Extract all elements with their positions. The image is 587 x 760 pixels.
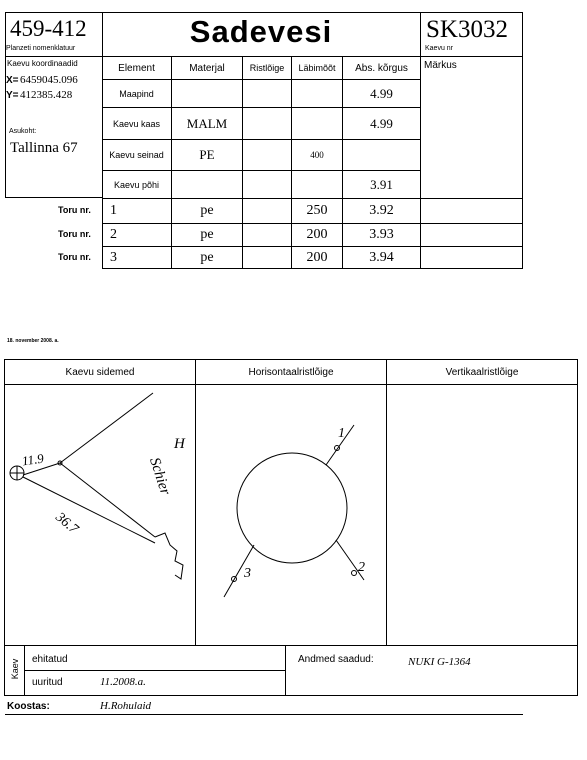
pipe-diameter: 200 [306, 227, 328, 242]
row-diameter: 400 [310, 150, 324, 160]
coords-label: Kaevu koordinaadid [7, 59, 78, 68]
pipe-diameter: 200 [306, 249, 328, 265]
well-id: SK3032 [426, 16, 508, 43]
surveyed-value: 11.2008.a. [100, 676, 146, 688]
pipe-material: pe [200, 249, 214, 265]
compiled-label: Koostas: [7, 701, 50, 712]
dim-a-label: 11.9 [20, 450, 45, 469]
pipe-3-label: 3 [244, 566, 251, 581]
col-elevation: Abs. kõrgus [355, 62, 408, 74]
location-value: Tallinna 67 [10, 140, 78, 156]
row-element: Kaevu seinad [109, 150, 164, 160]
row-element: Kaevu kaas [112, 118, 161, 129]
page-title: Sadevesi [189, 14, 333, 49]
pipe-label: Toru nr. [58, 229, 91, 239]
pipe-material: pe [200, 227, 214, 242]
data-source-label: Andmed saadud: [298, 654, 374, 665]
pipe-num: 2 [110, 227, 117, 242]
col-diameter: Läbimõõt [298, 63, 336, 73]
pipe-elevation: 3.92 [369, 203, 394, 218]
dim-b-label: 36.7 [52, 509, 81, 538]
pipe-label: Toru nr. [58, 205, 91, 215]
pipe-elevation: 3.94 [369, 249, 394, 265]
y-label: Y= [6, 90, 19, 101]
built-label: ehitatud [32, 654, 68, 665]
col-note: Märkus [424, 60, 457, 71]
row-element: Maapind [119, 88, 154, 99]
col-element: Element [118, 62, 155, 74]
col-material: Materjal [189, 62, 225, 74]
pipe-1-label: 1 [338, 426, 345, 441]
well-links-sketch [5, 385, 195, 645]
sheet-code: 459-412 [10, 16, 87, 41]
data-source-value: NUKI G-1364 [408, 656, 471, 668]
location-label: Asukoht: [9, 128, 37, 135]
x-label: X= [6, 75, 19, 86]
x-value: 6459045.096 [20, 74, 78, 86]
sheet-caption: Planzeti nomenklatuur [6, 45, 76, 52]
compiled-value: H.Rohulaid [100, 700, 152, 712]
sketch-header-vertical: Vertikaalristlõige [445, 366, 519, 378]
pipe-label: Toru nr. [58, 252, 91, 262]
kaev-label: Kaev [10, 658, 20, 680]
pipe-material: pe [200, 203, 214, 218]
row-elevation: 4.99 [370, 115, 393, 131]
sketch-header-links: Kaevu sidemed [65, 366, 135, 378]
label-schier: Schier [146, 455, 174, 498]
horizontal-section-sketch [196, 385, 386, 645]
pipe-elevation: 3.93 [369, 227, 394, 242]
pipe-num: 3 [110, 250, 117, 265]
y-value: 412385.428 [20, 89, 73, 101]
well-caption: Kaevu nr [425, 45, 454, 52]
row-elevation: 3.91 [370, 176, 393, 192]
sketch-header-horizontal: Horisontaalristlõige [248, 366, 334, 378]
surveyed-label: uuritud [32, 677, 63, 688]
survey-date: 18. november 2008. a. [7, 338, 59, 344]
pipe-diameter: 250 [306, 203, 328, 218]
pipe-num: 1 [110, 203, 117, 218]
label-h: H [174, 436, 185, 452]
col-section: Ristlõige [249, 63, 285, 73]
pipe-2-label: 2 [358, 560, 365, 575]
row-material: MALM [186, 115, 228, 131]
row-material: PE [199, 147, 215, 162]
row-elevation: 4.99 [370, 85, 393, 101]
row-element: Kaevu põhi [113, 179, 160, 190]
